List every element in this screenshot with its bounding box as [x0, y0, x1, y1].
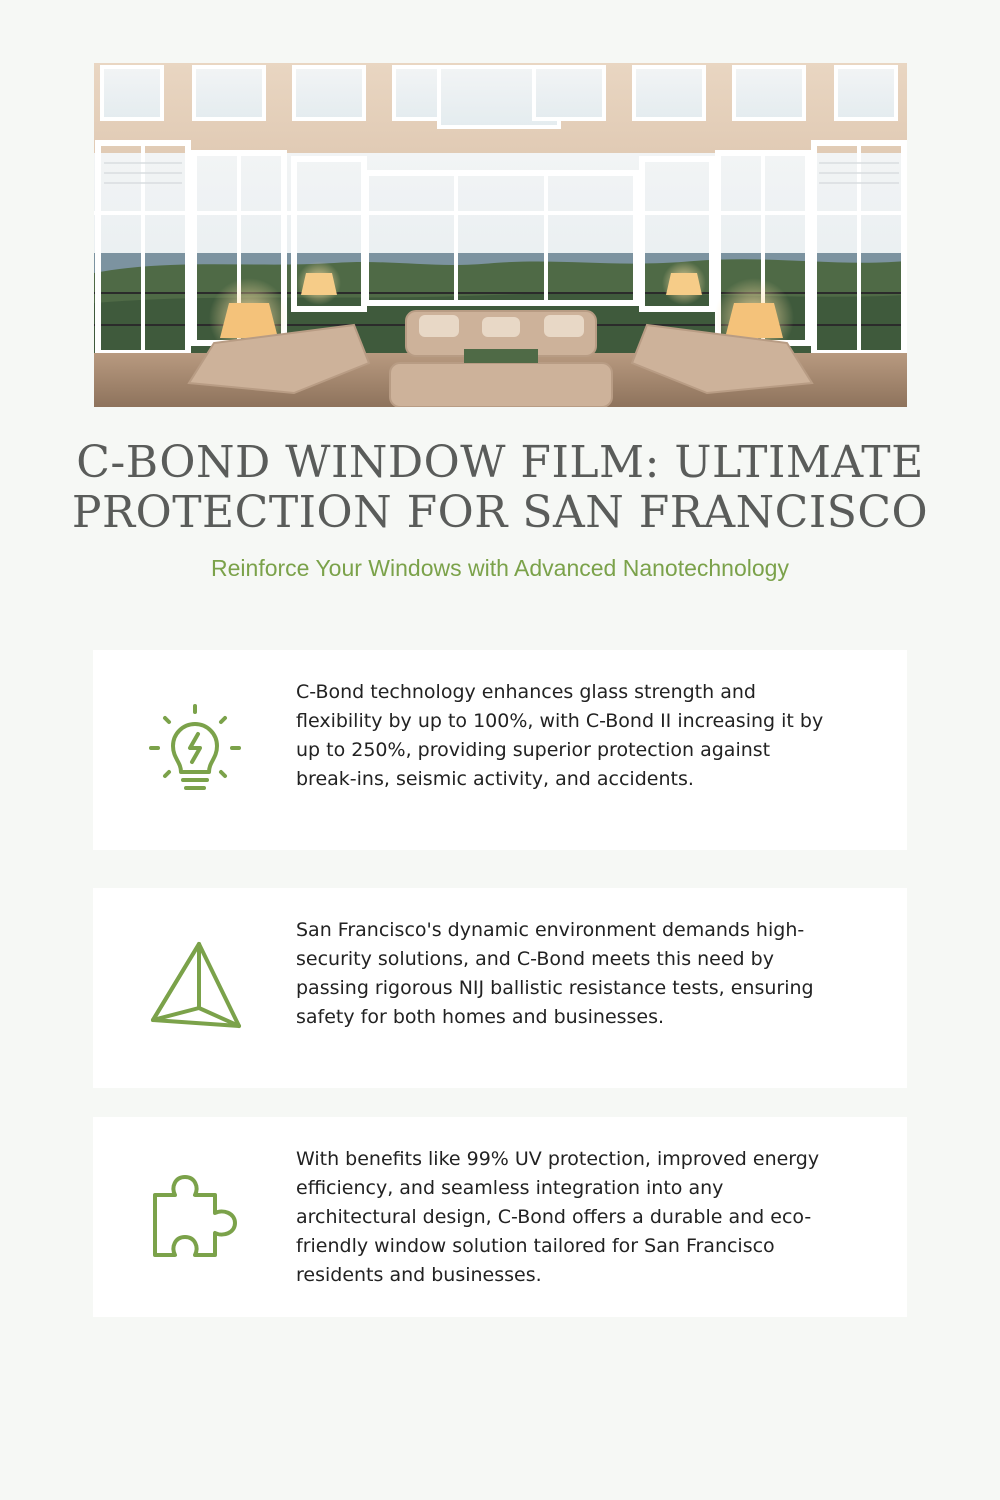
- feature-card: [93, 888, 907, 1088]
- page-title: C-BOND WINDOW FILM: ULTIMATE PROTECTION FOR SAN FRANCISCO: [71, 437, 929, 538]
- feature-text: C-Bond technology enhances glass strength and flexibility by up to 100%, with C-Bond II increasing it by up to 250%, providing superior protection against break-ins, seismic activity, and accidents.: [296, 681, 824, 790]
- feature-text: With benefits like 99% UV protection, improved energy efficiency, and seamless integration into any architectural design, C-Bond offers a durable and eco-friendly window solution tailored for San Francisco residents and businesses.: [296, 1148, 820, 1286]
- lightbulb-icon: [145, 700, 245, 800]
- hero-image: [94, 63, 907, 407]
- page-subtitle: Reinforce Your Windows with Advanced Nanotechnology: [211, 555, 789, 581]
- pyramid-icon: [145, 938, 245, 1038]
- feature-text: San Francisco's dynamic environment demands high-security solutions, and C-Bond meets this need by passing rigorous NIJ ballistic resistance tests, ensuring safety for both homes and businesses.: [296, 919, 814, 1028]
- feature-card: [93, 650, 907, 850]
- feature-card: [93, 1117, 907, 1317]
- puzzle-piece-icon: [145, 1167, 245, 1267]
